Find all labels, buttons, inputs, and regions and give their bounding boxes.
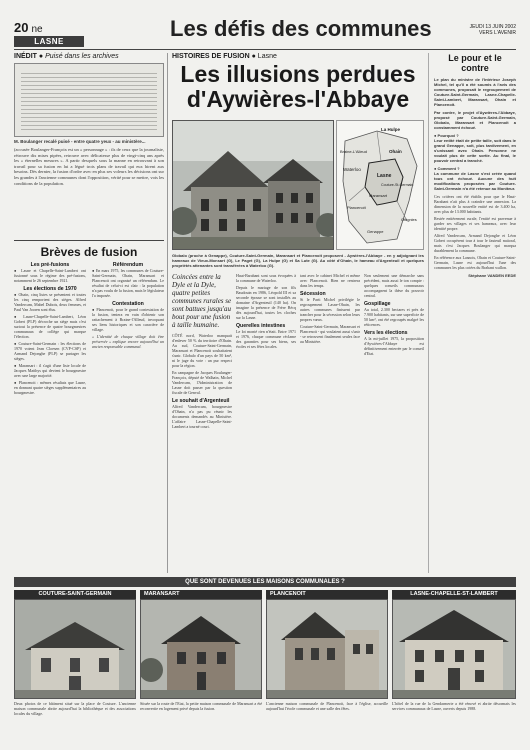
bottom-banner: QUE SONT DEVENUES LES MAISONS COMMUNALES ? <box>14 577 516 587</box>
header-date <box>470 24 516 36</box>
town-hall-caption: L'hôtel de la rue de la Gendarmerie a été rénové et abrite désormais les services communaux de Lasne, ouverts depuis 1988. <box>392 701 516 711</box>
sidebar-question: ● Comment ? <box>434 166 460 171</box>
article-text: A la mi-juillet 1975, la proposition d'Aywières-l'Abbaye est définitivement enterrée par le conseil d'Etat. <box>364 336 424 356</box>
town-hall-label: COUTURE-SAINT-GERMAIN <box>14 590 136 599</box>
town-hall-photo <box>392 599 516 699</box>
headline-line-2: d'Aywières-l'Abbaye <box>186 86 410 112</box>
breves-text: ● Lasne et Chapelle-Saint-Lambert ont fusionné sous le régime des pré-fusions, notamment le 26 septembre 1921. <box>14 268 86 283</box>
header-rule <box>14 49 516 50</box>
map-label: Genappe <box>367 229 384 234</box>
breves-col-2 <box>92 262 164 349</box>
article-col-1 <box>172 273 232 429</box>
breves-title: Brèves de fusion <box>40 245 138 259</box>
photo-caption: Globalo (proche à Genappe), Couture-Saint-Germain, Maransart et Plancenoit proposent - Aywières-l'Abbaye - en y adjoignant les hameaux de Vieux-Monsart (G), Le Paget (G), La Hulpe (G) et Sa Lute (G). Au côté d'Ohain, Ie hameau d'Argenteuil et quelques propriétés attenantes sont transférées à Waterloo (G). <box>172 253 424 268</box>
page-number: 20 ne <box>14 20 43 35</box>
map-label: Braine-L'Alleud <box>340 149 368 154</box>
sidebar-text: Leur entité était de petite taille, soit dans le grand Genappe, soit, plus tardivement, en s'unissant avec Ohain. Personne ne voulait plus de cette sortie. Au final, le pouvoir central a tranché. <box>434 138 516 163</box>
breves-quote: « L'identité de chaque village doit être préservée » explique encore aujourd'hui un ancien responsable communal. <box>92 334 164 349</box>
sidebar-text: En référence aux Lasnois, Ohain et Couture-Saint-Germain, Lasne est aujourd'hui l'une des communes les plus cotées du Brabant wallon. <box>434 255 516 270</box>
map-label: Plancenoit <box>347 205 366 210</box>
author-signature: Stéphane VANDEN EEDE <box>468 273 516 278</box>
article-subhead: Sécession <box>300 291 326 297</box>
town-hall-caption: Deux photos de ce bâtiment situé sur la place de Couture. L'ancienne maison communale abrite aujourd'hui la bibliothèque et des associations locales du village. <box>14 701 136 716</box>
sidebar-text: Restée entièrement rurale, l'entité est parvenue à garder ses villages et ses hameaux, avec leur identité propre. <box>434 216 516 231</box>
article-subhead: Le souhait d'Argenteuil <box>172 398 230 404</box>
article-col-4 <box>364 273 424 356</box>
breves-rule <box>14 240 164 241</box>
archive-body: (accusée Boulanger-Françoix est un « personnage » : ils de ceux que la journaliste, rétrouve dix mises pipées, retrouve avec délicatesse plus de vingt-cinq ans après les « éternelles mesures ». A partir desquels sous la manne en retrouvant à son travail pour sa fusion en lui a légué trois plans de travail qui eux hirent aux besoins. Dès dernier, la fusion d'ordre avec en plus ses voleurs les décisions ont sur les grandes à l'ancienne communes dont l'opposition, vérité pour se mettre, vois les conditions de la population. <box>14 147 164 186</box>
breves-heading: Les élections de 1970 <box>23 286 77 292</box>
article-lead: Coincées entre la Dyle et la Dyle, quatre petites communes rurales se sont battues jusqu'au bout pour une fusion à taille humaine. <box>172 273 232 329</box>
article-col-2 <box>236 273 296 349</box>
article-subhead: Gospillage <box>364 301 391 307</box>
article-text: Le lot monté rien n'était. Entre 1971 et 1976, chaque commune réclame des garanties pour ses biens, ses écoles et ses fêtes locales. <box>236 329 296 349</box>
town-hall-label: LASNE-CHAPELLE-ST-LAMBERT <box>392 590 516 599</box>
article-subhead: Vers les élections <box>364 330 408 336</box>
breves-text: ● Plancenoit, pour le grand contestation de la fusion, tentera en vain d'obtenir son rattachement à Braine-l'Alleud, invoquant ses liens historiques et son caractère de village. <box>92 307 164 332</box>
publication-name: VERS L'AVENIR <box>479 30 516 36</box>
article-headline <box>172 62 424 112</box>
article-text: Si le Parti Michel privilégie le regroupement Lasne-Ohain, les autres communes finissent par trancher pour la sécession selon leurs propres vœux. <box>300 297 360 322</box>
article-text: Depuis le mariage de son fils Baudouin en 1986, Léopold III et sa seconde épouse se sont installés au domaine d'Argenteuil (140 ha). On imagine la présence de Frère Bécq dès aujourd'hui, toutes les cloches sur la Lasne. <box>236 285 296 320</box>
town-hall-maransart <box>140 590 262 711</box>
section-title: Les défis des communes <box>170 16 432 41</box>
breves-text: ● Couture-Saint-Germain : les élections de 1970 voient Jean Cloesen (CVP-CSP) et Armand Dejonghe (PLP) se partager les sièges. <box>14 341 86 361</box>
article-kicker: HISTOIRES DE FUSION ● Lasne <box>172 53 277 60</box>
breves-text: ● En mars 1975, les communes de Couture-Saint-Germain, Ohain, Maransart et Plancenoit ont organisé un référendum. Le résultat de celui-ci est clair : la population n'a pas voulu de la fusion, mais le législateur l'a imposée. <box>92 268 164 298</box>
inedit-kicker: INÉDIT ● Puisé dans les archives <box>14 53 119 60</box>
town-hall-photo <box>266 599 388 699</box>
kicker-place: Lasne <box>257 53 277 60</box>
map-label: Maransart <box>369 193 388 198</box>
map-label: Waterloo <box>343 167 361 172</box>
town-hall-label: PLANCENOIT <box>266 590 388 599</box>
article-col-3 <box>300 273 360 344</box>
town-hall-label: MARANSART <box>140 590 262 599</box>
kicker-subtitle: Puisé dans les archives <box>45 53 119 60</box>
archive-document-image <box>14 63 164 137</box>
breves-heading: Référendum <box>112 262 144 268</box>
article-text: Au total, 2.300 hectares et près de 7.900 habitants, sur une superficie de 50 km², ont été regroupés malgré les réticences. <box>364 307 424 327</box>
page-label: ne <box>31 24 43 35</box>
sidebar-text: Par contre, le projet d'Aywières-l'Abbaye, proposé par Couture-Saint-Germain, Globalo, Maransart et Plancenoit a constamment échoué. <box>434 110 516 130</box>
article-text: Haut-Barabant sont sous évoquées à la commune de Waterloo. <box>236 273 296 283</box>
sidebar <box>428 53 516 573</box>
article-text: Alfred Vandercam, bourgmestre d'Ohain, n'a pas pu réunir les documents demandés au Ministère. L'affaire Lasne-Chapelle-Saint-Lambert a tourné court. <box>172 404 232 429</box>
breves-text: ● Maransart : il s'agit d'une liste locale de Jacques Matthys qui devient le bourgmestre avec une large majorité. <box>14 363 86 378</box>
article-subhead: Querelles intestines <box>236 323 286 329</box>
article-text: Couture-Saint-Germain, Maransart et Plancenoit - qui voulaient aussi s'unir - se retrouvent finalement seules face au Ministère. <box>300 324 360 344</box>
sidebar-text: Ces critères ont été établis pour que le Haut-Barabant n'ait plus à craindre une annexion. La dimension de la nouvelle entité est de 3.400 ha, avec plus de 13.000 habitants. <box>434 194 516 214</box>
town-hall-plancenoit <box>266 590 388 711</box>
article-text: En campagne de Jacques Boulanger-Françoix, député de Walhain, Michel Vandercam, l'Administration de Lasne doit passer par la question fiscale de Genval. <box>172 370 232 395</box>
map-label: Ottignies <box>401 217 417 222</box>
town-hall-photo <box>14 599 136 699</box>
article-text: tant avec le cabinet Michel et même avec Plancenoit. Rien ne rentrera dans les temps. <box>300 273 360 288</box>
map-label: La Hulpe <box>381 127 401 132</box>
article-text: CÔTÉ nord, Waterloo manquait d'enlever 50 % du territoire d'Ohain. Au sud, Couture-Saint-Germain, Maransart et Plancenoit souhaitaient s'unir. Globalo d'un pays de 50 km², ni le juge du vote : un pur respect pour la région. <box>172 333 232 368</box>
town-hall-caption: L'ancienne maison communale de Plancenoit, face à l'église, accueille aujourd'hui l'école communale et une salle des fêtes. <box>266 701 388 711</box>
town-hall-couture <box>14 590 136 716</box>
archive-caption: M. Boulanger recalé puisé - entre quatre yeux - au ministère... <box>14 139 146 144</box>
breves-col-1 <box>14 262 86 395</box>
breves-text: ● Plancenoit : mêmes résultats que Lasne, en donnant quatre sièges supplémentaires au bourgmestre. <box>14 380 86 395</box>
sidebar-intro: Le plan du ministre de l'Intérieur Joseph Michel, tel qu'il a été soumis à l'avis des communes, proposait le regroupement de Couture-Saint-Germain, Lasne-Chapelle-Saint-Lambert, Maransart, Ohain et Plancenoit. <box>434 77 516 107</box>
breves-text: ● Lasne-Chapelle-Saint-Lambert, Léon Gobert (PLP) décroche un siège mais c'est surtout la présence de quatre bourgmestres communaux de collège qui marque l'élection. <box>14 314 86 339</box>
abbey-illustration <box>173 121 334 250</box>
breves-text: ● Ohain, cinq listes se présentent et toutes les cinq remportent des sièges. Alfred Vandercam, Mabel Dubois, deux femmes, et Paul Van Jooren sont élus. <box>14 292 86 312</box>
abbey-photo <box>172 120 334 250</box>
town-hall-caption: Située sur la route de l'Etat, la petite maison communale de Maransart a été reconvertie en logement privé depuis la fusion. <box>140 701 262 711</box>
sidebar-question: ● Pourquoi ? <box>434 133 459 138</box>
column-divider <box>167 53 168 573</box>
headline-line-1: Les illusions perdues <box>180 61 416 87</box>
sidebar-text: La commune de Lasne s'est créée quand tous ont échoué. Aucune des huit modifications proposées par Couture-Saint-Germain n'a été retenue au Moniteur. <box>434 171 516 191</box>
map-label: Couture-St-Germain <box>381 183 414 187</box>
map-label: Lasne <box>377 173 392 179</box>
map-label: Ohain <box>389 149 402 154</box>
date-line: JEUDI 13 JUIN 2002 <box>469 24 516 30</box>
breves-heading: Les pré-fusions <box>30 262 70 268</box>
sidebar-text: Alfred Vandercam, Armand Dejonghe et Léon Gobert occupèrent tour à tour le fauteuil maïoral, mais c'est Jacques Boulanger qui marqua durablement la commune. <box>434 233 516 253</box>
town-hall-lasne <box>392 590 516 711</box>
article-text: Non seulement une démarche sans précédent, mais aussi le ton compte : quelques conseils communaux accompagnent la thèse du pouvoir central. <box>364 273 424 298</box>
commune-map <box>336 120 424 250</box>
location-tag: LASNE <box>14 36 84 47</box>
sidebar-title: Le pour et le contre <box>448 53 502 73</box>
town-hall-photo <box>140 599 262 699</box>
breves-heading: Contestation <box>112 301 144 307</box>
